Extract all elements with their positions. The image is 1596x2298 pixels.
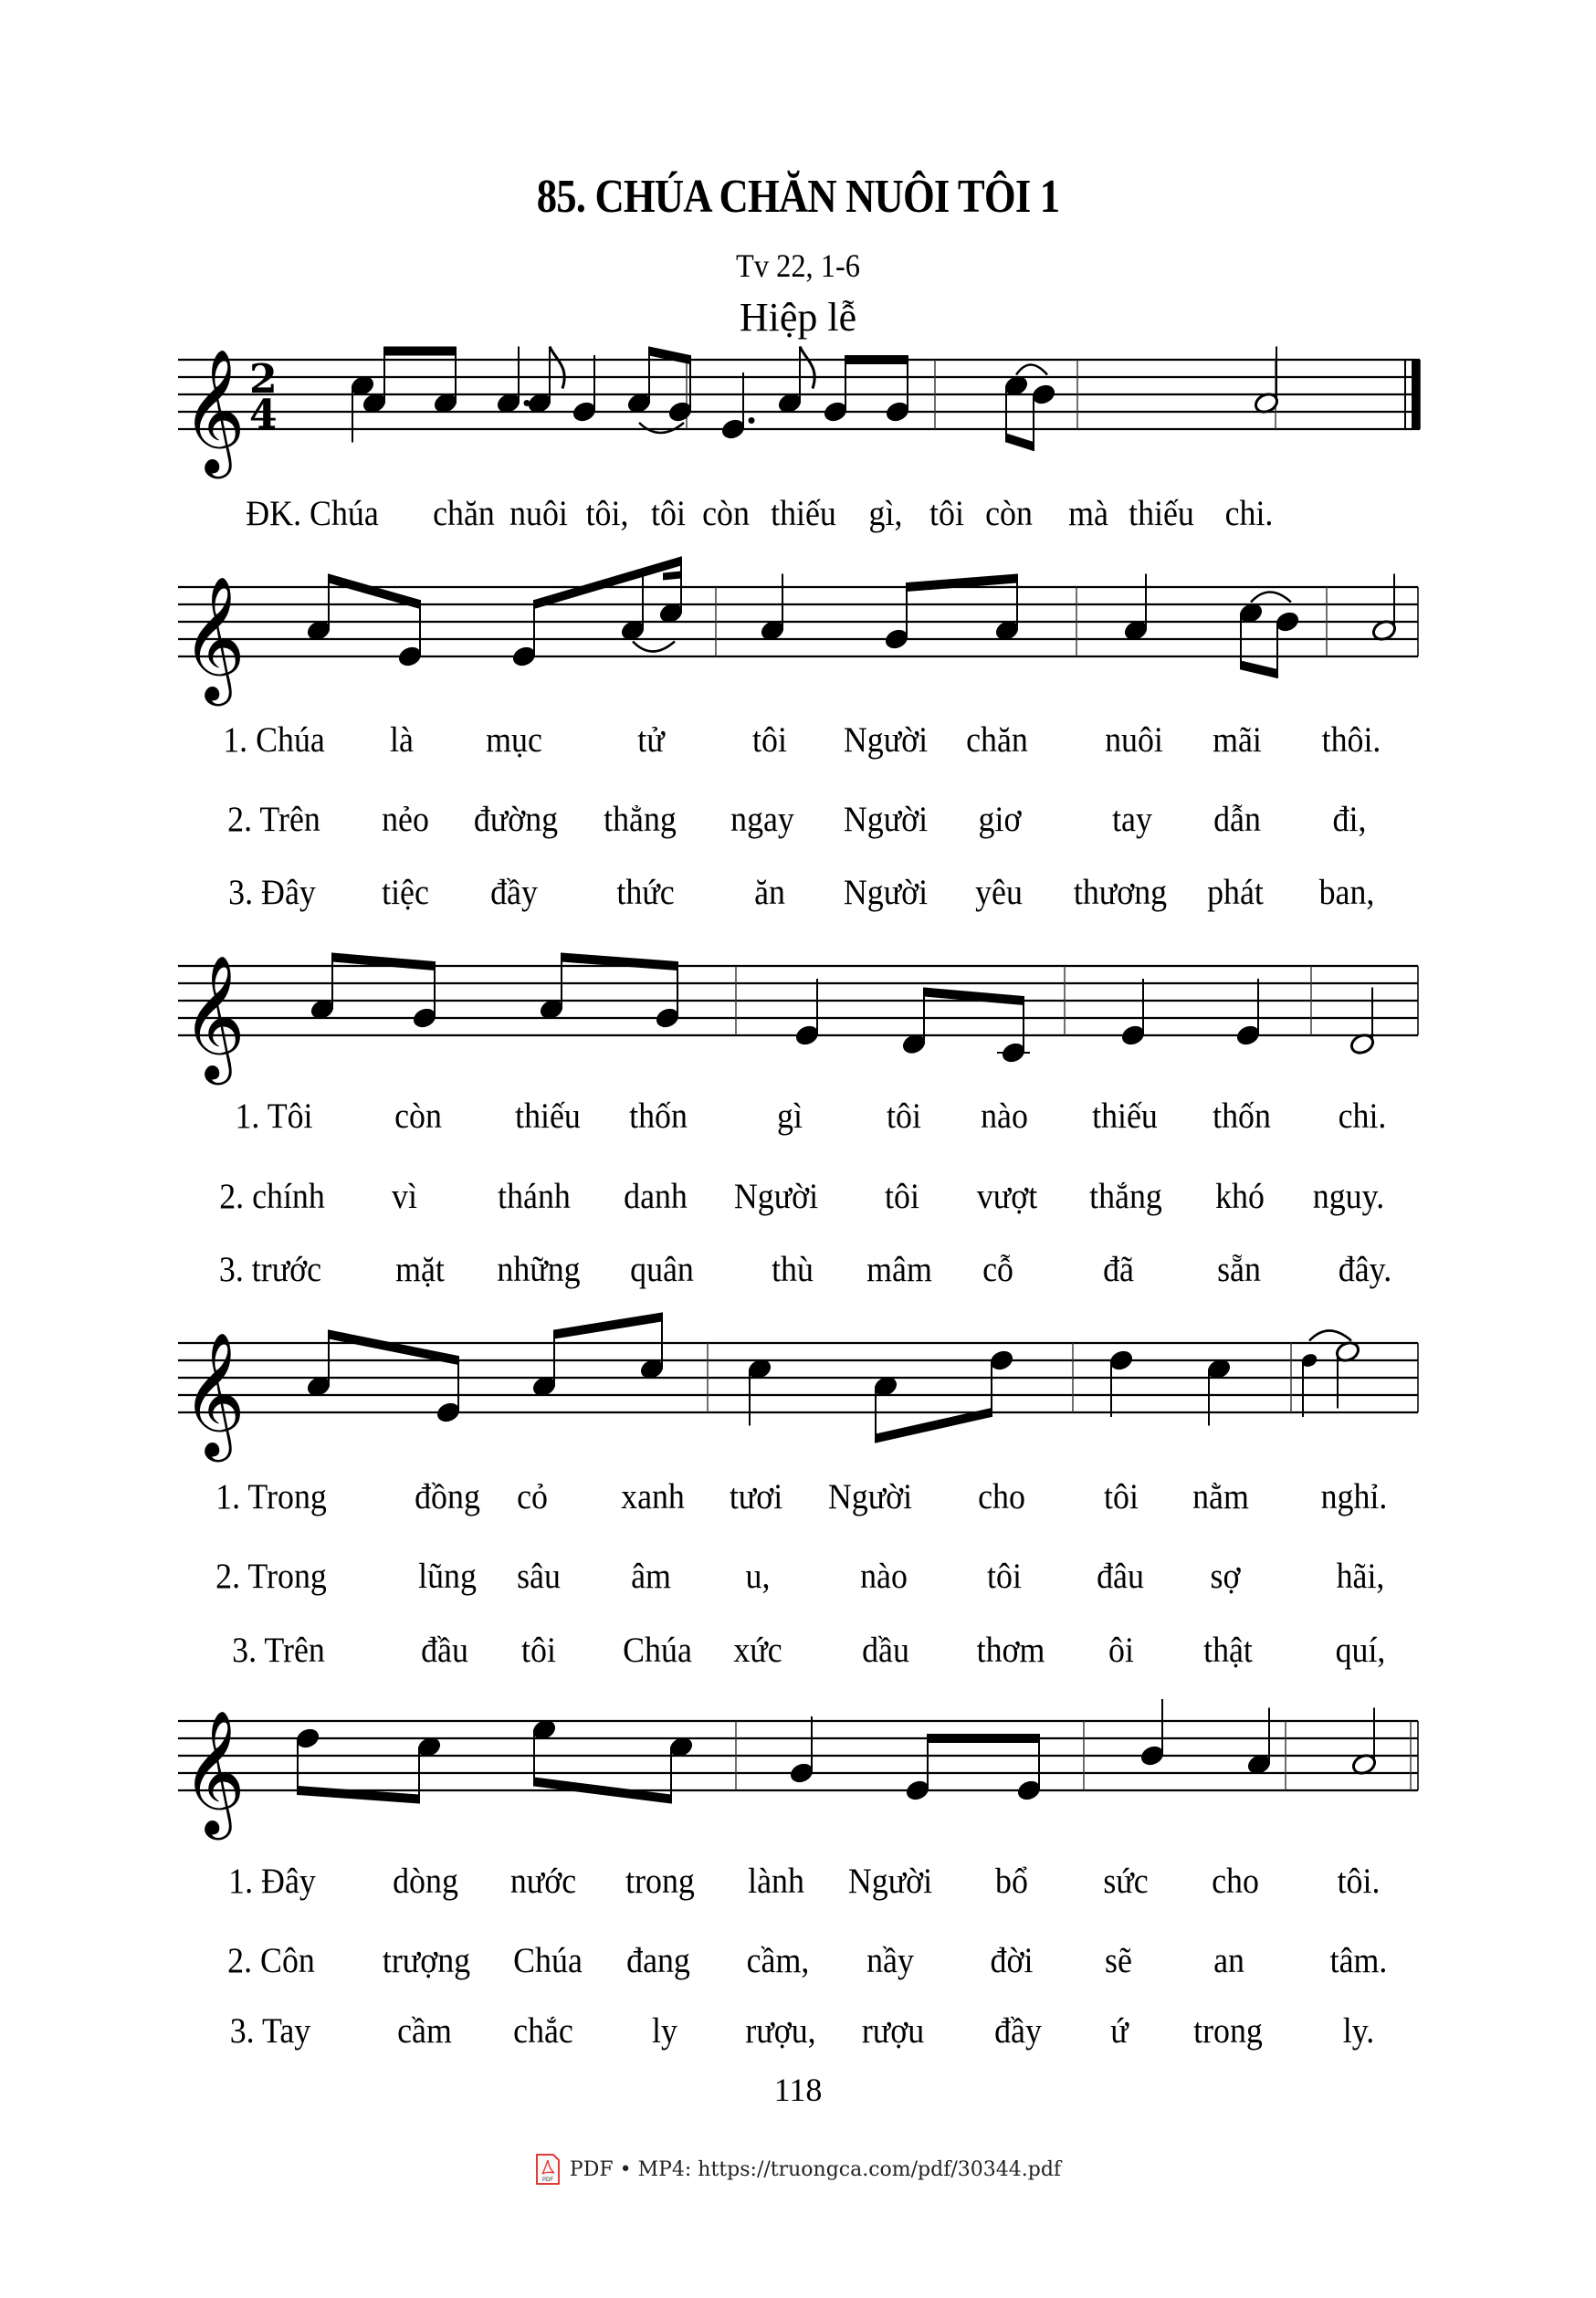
lyric-word: 1. Tôi (235, 1097, 313, 1136)
lyric-word: nào (981, 1097, 1028, 1136)
lyric-line (0, 2010, 1596, 2065)
lyric-word: cho (978, 1477, 1025, 1516)
lyric-word: cầm (397, 2011, 452, 2051)
staff-system (0, 287, 1596, 506)
lyric-word: trong (1193, 2011, 1263, 2051)
lyric-word: còn (985, 494, 1033, 533)
liturgical-occasion: Hiệp lễ (739, 295, 857, 340)
lyric-word: mà (1068, 494, 1108, 533)
lyric-word: 1. Đây (228, 1862, 316, 1901)
lyric-word: tôi (651, 494, 686, 533)
lyric-word: 3. Trên (232, 1631, 325, 1670)
svg-text:2: 2 (249, 356, 278, 403)
lyric-word: 3. trước (218, 1250, 322, 1289)
lyric-word: hãi, (1336, 1557, 1385, 1596)
lyric-word: đầy (994, 2011, 1042, 2051)
lyric-word: 2. chính (219, 1177, 325, 1216)
lyric-word: còn (702, 494, 750, 533)
lyric-word: ôi (1108, 1631, 1134, 1670)
lyric-word: dẫn (1213, 800, 1261, 839)
lyric-line (0, 799, 1596, 854)
lyric-word: sợ (1210, 1557, 1241, 1596)
lyric-word: sẵn (1217, 1250, 1261, 1289)
lyric-word: đã (1103, 1250, 1134, 1289)
lyric-word: Chúa (513, 1941, 583, 1980)
lyric-word: thiếu (1092, 1097, 1158, 1136)
lyric-word: Người (843, 800, 929, 839)
lyric-line (0, 493, 1596, 548)
lyric-word: xanh (621, 1477, 685, 1516)
treble-clef-icon: 𝄞 (182, 1330, 246, 1456)
lyric-word: yêu (975, 873, 1023, 912)
lyric-word: mâm (866, 1250, 932, 1289)
lyric-word: sâu (517, 1557, 561, 1596)
lyric-word: nước (509, 1862, 577, 1901)
lyric-word: tôi (929, 494, 964, 533)
lyric-word: tôi (887, 1097, 921, 1136)
lyric-word: mãi (1213, 720, 1262, 760)
lyric-word: ngay (730, 800, 794, 839)
footer-url-text[interactable]: PDF • MP4: https://truongca.com/pdf/30344.pdf (569, 2157, 1062, 2181)
lyric-word: cho (1212, 1862, 1259, 1901)
lyric-word: xức (733, 1631, 782, 1670)
lyric-word: ĐK. Chúa (246, 494, 379, 533)
footer-link[interactable] (0, 2153, 1596, 2186)
lyric-word: 3. Tay (229, 2011, 311, 2051)
lyric-word: tôi. (1337, 1862, 1381, 1901)
lyric-word: tử (637, 720, 665, 760)
lyric-line (0, 1476, 1596, 1531)
lyric-word: Người (827, 1477, 913, 1516)
lyric-word: còn (394, 1097, 442, 1136)
lyric-word: chi. (1338, 1097, 1387, 1136)
lyric-word: thiếu (515, 1097, 581, 1136)
lyric-word: chăn (966, 720, 1028, 760)
lyric-word: gì (777, 1097, 803, 1136)
lyric-word: thiếu (771, 494, 836, 533)
lyric-word: đầy (490, 873, 538, 912)
lyric-word: thôi. (1321, 720, 1381, 760)
lyric-word: Người (733, 1177, 819, 1216)
lyric-word: thức (616, 873, 675, 912)
lyric-word: 2. Côn (227, 1941, 315, 1980)
lyric-line (0, 1861, 1596, 1915)
lyric-word: thiếu (1129, 494, 1194, 533)
lyric-word: thánh (498, 1177, 571, 1216)
psalm-reference: Tv 22, 1-6 (736, 247, 860, 284)
lyric-word: 3. Đây (228, 873, 316, 912)
lyric-line (0, 719, 1596, 774)
lyric-word: 2. Trong (215, 1557, 327, 1596)
lyric-word: tôi (885, 1177, 919, 1216)
lyric-word: tôi (752, 720, 787, 760)
lyric-word: trượng (382, 1941, 471, 1980)
lyric-word: thật (1203, 1631, 1253, 1670)
lyric-word: thù (772, 1250, 814, 1289)
lyric-word: dầu (862, 1631, 909, 1670)
lyric-word: mục (486, 720, 542, 760)
treble-clef-icon: 𝄞 (182, 953, 246, 1079)
lyric-word: mặt (395, 1250, 445, 1289)
lyric-word: đầu (421, 1631, 468, 1670)
lyric-word: ăn (754, 873, 785, 912)
lyric-word: quân (630, 1250, 694, 1289)
lyric-word: sức (1103, 1862, 1149, 1901)
lyric-word: phát (1207, 873, 1264, 912)
lyric-word: cỗ (982, 1250, 1013, 1289)
lyric-word: rượu (861, 2011, 925, 2051)
lyric-word: giơ (978, 800, 1022, 839)
lyric-word: tôi (987, 1557, 1022, 1596)
lyric-word: 2. Trên (227, 800, 320, 839)
lyric-word: nẻo (382, 800, 429, 839)
lyric-word: đi, (1332, 800, 1367, 839)
lyric-word: thẳng (604, 800, 677, 839)
lyric-word: tiệc (382, 873, 429, 912)
lyric-word: tươi (729, 1477, 783, 1516)
lyric-word: đang (626, 1941, 690, 1980)
lyric-word: nghỉ. (1320, 1477, 1388, 1516)
song-title: 85. CHÚA CHĂN NUÔI TÔI 1 (536, 171, 1060, 223)
pdf-file-icon (535, 2153, 561, 2186)
lyric-line (0, 1556, 1596, 1611)
lyric-word: Người (847, 1862, 933, 1901)
lyric-word: sẽ (1105, 1941, 1132, 1980)
lyric-word: dòng (393, 1862, 458, 1901)
lyric-word: 1. Trong (215, 1477, 327, 1516)
lyric-word: nào (860, 1557, 908, 1596)
lyric-word: thốn (629, 1097, 688, 1136)
lyric-word: vượt (976, 1177, 1038, 1216)
lyric-word: đời (990, 1941, 1034, 1980)
lyric-word: tâm. (1329, 1941, 1388, 1980)
lyric-word: chắc (513, 2011, 573, 2051)
lyric-word: chi. (1224, 494, 1274, 533)
treble-clef-icon: 𝄞 (182, 574, 246, 700)
lyric-word: Người (843, 720, 929, 760)
lyric-line (0, 1630, 1596, 1684)
lyric-word: ứ (1110, 2011, 1129, 2051)
lyric-word: đây. (1338, 1250, 1392, 1289)
lyric-word: ly. (1342, 2011, 1375, 2051)
lyric-word: đồng (415, 1477, 480, 1516)
lyric-word: tôi, (585, 494, 629, 533)
lyric-line (0, 872, 1596, 927)
lyric-word: tay (1112, 800, 1152, 839)
lyric-word: rượu, (745, 2011, 816, 2051)
lyric-word: nằm (1192, 1477, 1249, 1516)
lyric-line (0, 1096, 1596, 1150)
svg-text:4: 4 (249, 392, 278, 438)
lyric-word: danh (624, 1177, 688, 1216)
lyric-word: thốn (1213, 1097, 1271, 1136)
lyric-word: gì, (868, 494, 903, 533)
page-number: 118 (773, 2072, 823, 2108)
lyric-word: quí, (1335, 1631, 1386, 1670)
lyric-word: đâu (1097, 1557, 1144, 1596)
lyric-word: Người (843, 873, 929, 912)
lyric-word: thương (1073, 873, 1168, 912)
lyric-word: Chúa (623, 1631, 692, 1670)
treble-clef-icon: 𝄞 (182, 1708, 246, 1834)
lyric-word: âm (631, 1557, 671, 1596)
lyric-word: thơm (976, 1631, 1045, 1670)
lyric-line (0, 1176, 1596, 1231)
lyric-word: chăn (433, 494, 495, 533)
lyric-word: những (497, 1250, 581, 1289)
lyric-word: đường (473, 800, 559, 839)
lyric-word: trong (625, 1862, 695, 1901)
lyric-line (0, 1249, 1596, 1304)
lyric-word: ly (652, 2011, 677, 2051)
lyric-word: u, (745, 1557, 771, 1596)
lyric-word: cỏ (517, 1477, 548, 1516)
lyric-word: tôi (521, 1631, 556, 1670)
lyric-word: khó (1215, 1177, 1265, 1216)
lyric-line (0, 1940, 1596, 1995)
lyric-word: an (1213, 1941, 1244, 1980)
svg-text:PDF: PDF (541, 2177, 553, 2183)
lyric-word: nuôi (1105, 720, 1163, 760)
lyric-word: vì (392, 1177, 417, 1216)
lyric-word: nầy (866, 1941, 914, 1980)
treble-clef-icon: 𝄞 (182, 347, 246, 473)
lyric-word: tôi (1104, 1477, 1139, 1516)
lyric-word: lành (748, 1862, 804, 1901)
lyric-word: thắng (1089, 1177, 1162, 1216)
lyric-word: ban, (1318, 873, 1375, 912)
lyric-word: bổ (995, 1862, 1028, 1901)
lyric-word: cầm, (746, 1941, 810, 1980)
lyric-word: là (390, 720, 414, 760)
lyric-word: nguy. (1312, 1177, 1385, 1216)
lyric-word: lũng (418, 1557, 477, 1596)
lyric-word: nuôi (509, 494, 568, 533)
lyric-word: 1. Chúa (223, 720, 325, 760)
